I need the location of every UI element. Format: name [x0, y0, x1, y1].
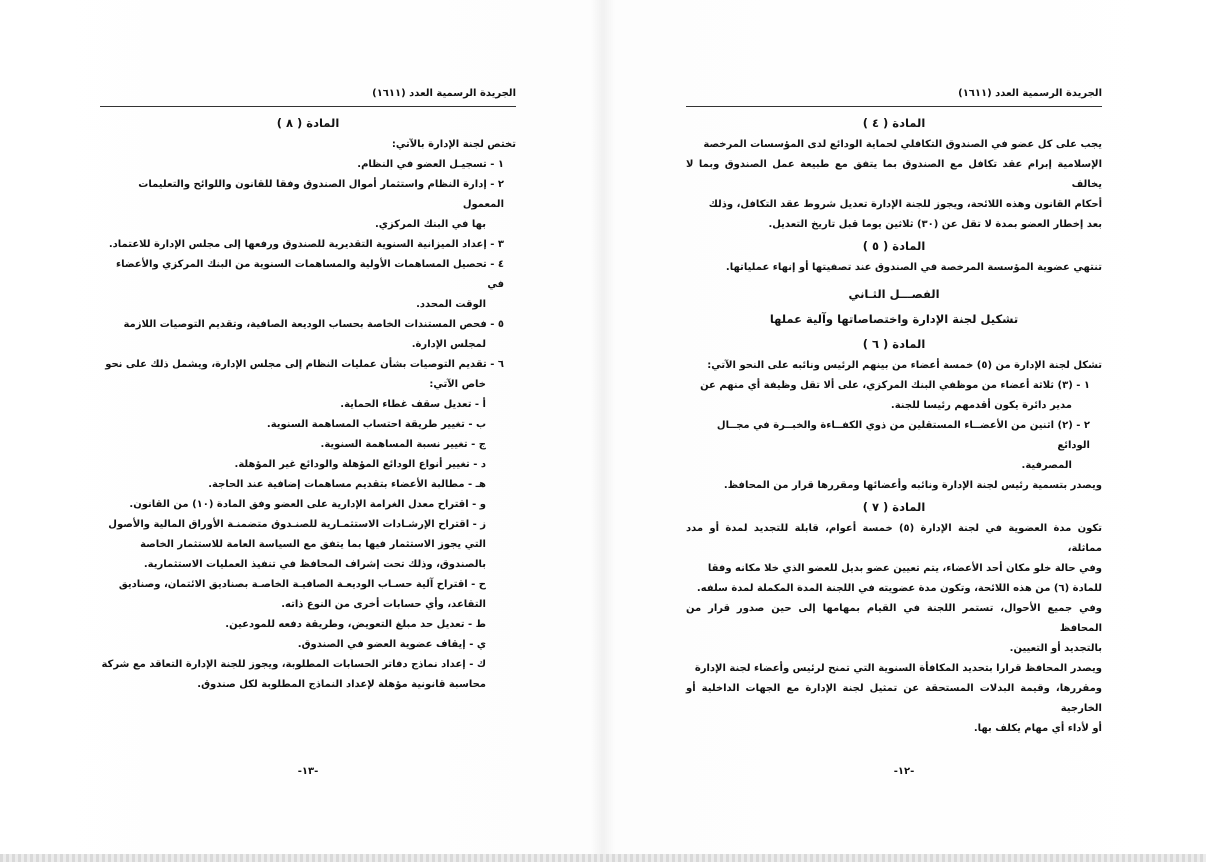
- article-8-title: المادة ( ٨ ): [276, 116, 340, 130]
- list-item: ٢ - إدارة النظام واستثمار أموال الصندوق وفقا للقانون واللوائح والتعليمات المعمول: [138, 179, 504, 210]
- list-item: أ - تعديل سقف غطاء الحماية.: [340, 399, 486, 410]
- page-number-12: -١٢-: [893, 766, 915, 777]
- list-item: لمجلس الإدارة.: [411, 339, 486, 350]
- article-6-item: مدير دائرة يكون أقدمهم رئيسا للجنة.: [890, 400, 1072, 411]
- article-7-line: تكون مدة العضوية في لجنة الإدارة (٥) خمسة أعوام، قابلة للتجديد لمدة أو مدد مماثلة،: [686, 523, 1103, 554]
- list-item: د - تغيير أنواع الودائع المؤهلة والودائع غير المؤهلة.: [234, 459, 486, 470]
- article-5-title: المادة ( ٥ ): [862, 239, 926, 253]
- article-4-line: بعد إخطار العضو بمدة لا تقل عن (٣٠) ثلاثين يوما قبل تاريخ التعديل.: [768, 219, 1102, 230]
- article-7-line: وفي جميع الأحوال، تستمر اللجنة في القيام بمهامها إلى حين صدور قرار من المحافظ: [686, 603, 1102, 634]
- article-6-item: ٢ - (٢) اثنين من الأعضــاء المستقلين من ذوي الكفــاءة والخبــرة في مجــال الودائع: [716, 420, 1090, 451]
- list-item: خاص الآتي:: [429, 379, 486, 390]
- article-4-line: يجب على كل عضو في الصندوق التكافلي لحماية الودائع لدى المؤسسات المرخصة: [703, 139, 1102, 150]
- article-7-line: أو لأداء أي مهام يكلف بها.: [973, 723, 1102, 734]
- list-item: ط - تعديل حد مبلغ التعويض، وطريقة دفعه للمودعين.: [225, 619, 486, 630]
- list-item: ح - اقتراح آلية حسـاب الوديعـة الصافيـة الخاصـة بصناديق الائتمان، وصناديق: [118, 579, 486, 590]
- article-4-line: الإسلامية إبرام عقد تكافل مع الصندوق بما يتفق مع طبيعة عمل الصندوق وبما لا يخالف: [686, 159, 1102, 190]
- list-item: بها في البنك المركزي.: [375, 219, 486, 230]
- list-item: ب - تغيير طريقة احتساب المساهمة السنوية.: [266, 419, 486, 430]
- list-item: التي يجوز الاستثمار فيها بما يتفق مع السياسة العامة للاستثمار الخاصة: [140, 539, 486, 550]
- article-4-line: أحكام القانون وهذه اللائحة، ويجوز للجنة الإدارة تعديل شروط عقد التكافل، وذلك: [708, 199, 1102, 210]
- list-item: ك - إعداد نماذج دفاتر الحسابات المطلوبة، ويجوز للجنة الإدارة التعاقد مع شركة: [101, 659, 486, 670]
- list-item: محاسبة قانونية مؤهلة لإعداد النماذج المطلوبة لكل صندوق.: [197, 679, 486, 690]
- list-item: التقاعد، وأي حسابات أخرى من النوع ذاته.: [281, 599, 486, 610]
- article-8-intro: تختص لجنة الإدارة بالآتي:: [391, 139, 516, 150]
- page-12: [686, 88, 1102, 739]
- article-4-title: المادة ( ٤ ): [862, 116, 926, 130]
- page-header: الجريدة الرسمية العدد (١٦١١): [100, 88, 516, 107]
- chapter-subtitle: تشكيل لجنة الإدارة واختصاصاتها وآلية عملها: [769, 312, 1019, 326]
- list-item: ج - تغيير نسبة المساهمة السنوية.: [320, 439, 486, 450]
- article-6-outro: ويصدر بتسمية رئيس لجنة الإدارة ونائبه وأعضائها ومقررها قرار من المحافظ.: [723, 480, 1102, 491]
- list-item: ٤ - تحصيل المساهمات الأولية والمساهمات السنوية من البنك المركزي والأعضاء في: [116, 259, 504, 290]
- article-6-title: المادة ( ٦ ): [862, 337, 926, 351]
- article-7-line: ويصدر المحافظ قرارا بتحديد المكافأة السنوية التي تمنح لرئيس وأعضاء لجنة الإدارة: [694, 663, 1102, 674]
- list-item: بالصندوق، وذلك تحت إشراف المحافظ في تنفيذ العمليات الاستثمارية.: [143, 559, 486, 570]
- article-5-text: تنتهي عضوية المؤسسة المرخصة في الصندوق عند تصفيتها أو إنهاء عملياتها.: [725, 262, 1102, 273]
- list-item: ي - إيقاف عضوية العضو في الصندوق.: [297, 639, 486, 650]
- article-6-intro: تشكل لجنة الإدارة من (٥) خمسة أعضاء من بينهم الرئيس ونائبه على النحو الآتي:: [707, 360, 1102, 371]
- chapter-title: الفصـــل الثـاني: [848, 287, 940, 301]
- list-item: ز - اقتراح الإرشـادات الاستثمـارية للصنـدوق متضمنـة الأوراق المالية والأصول: [108, 519, 486, 530]
- article-7-line: ومقررها، وقيمة البدلات المستحقة عن تمثيل لجنة الإدارة مع الجهات الداخلية أو الخارجية: [686, 683, 1102, 714]
- article-6-item: المصرفية.: [1021, 460, 1072, 471]
- list-item: و - اقتراح معدل الغرامة الإدارية على العضو وفق المادة (١٠) من القانون.: [129, 499, 486, 510]
- article-7-line: للمادة (٦) من هذه اللائحة، وتكون مدة عضويته في اللجنة المدة المكملة لمدة سلفه.: [696, 583, 1102, 594]
- page-13: [100, 88, 516, 695]
- article-7-line: بالتجديد أو التعيين.: [1009, 643, 1102, 654]
- page-header: الجريدة الرسمية العدد (١٦١١): [686, 88, 1102, 107]
- page-number-13: -١٣-: [297, 766, 319, 777]
- list-item: الوقت المحدد.: [416, 299, 486, 310]
- article-8-items: [100, 155, 516, 695]
- list-item: ٣ - إعداد الميزانية السنوية التقديرية للصندوق ورفعها إلى مجلس الإدارة للاعتماد.: [108, 239, 504, 250]
- article-6-item: ١ - (٣) ثلاثة أعضاء من موظفي البنك المركزي، على ألا تقل وظيفة أي منهم عن: [700, 380, 1090, 391]
- article-7-line: وفي حالة خلو مكان أحد الأعضاء، يتم تعيين عضو بديل للعضو الذي خلا مكانه وفقا: [707, 563, 1102, 574]
- list-item: ٦ - تقديم التوصيات بشأن عمليات النظام إلى مجلس الإدارة، ويشمل ذلك على نحو: [105, 359, 504, 370]
- article-7-title: المادة ( ٧ ): [862, 500, 926, 514]
- list-item: ١ - تسجيـل العضو في النظام.: [357, 159, 504, 170]
- list-item: ٥ - فحص المستندات الخاصة بحساب الوديعة الصافية، وتقديم التوصيات اللازمة: [123, 319, 504, 330]
- list-item: هـ - مطالبة الأعضاء بتقديم مساهمات إضافية عند الحاجة.: [208, 479, 486, 490]
